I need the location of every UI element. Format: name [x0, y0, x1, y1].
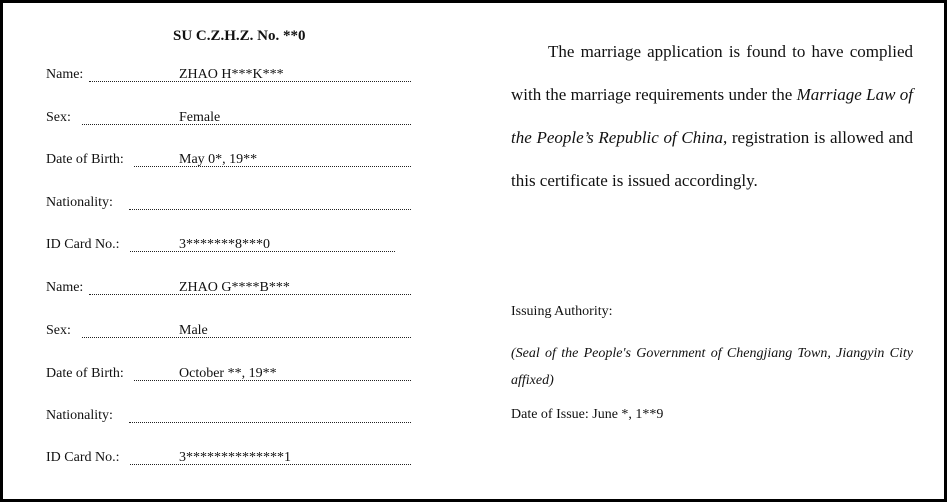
person2-name: ZHAO G****B*** [179, 280, 290, 295]
date-of-issue: Date of Issue: June *, 1**9 [511, 407, 664, 422]
person1-name-row [46, 67, 416, 85]
person2-id: 3**************1 [179, 450, 291, 465]
person2-id-row [46, 450, 416, 468]
seal-note: (Seal of the People's Government of Chengjiang Town, Jiangyin City affixed) [511, 346, 913, 388]
id-label: ID Card No.: [46, 450, 120, 465]
dotted-line [82, 337, 411, 338]
person1-id: 3*******8***0 [179, 237, 270, 252]
dob-label: Date of Birth: [46, 152, 124, 167]
person1-dob-row [46, 152, 416, 170]
person2-dob: October **, 19** [179, 366, 277, 381]
name-label: Name: [46, 280, 84, 295]
issuing-authority-label: Issuing Authority: [511, 304, 613, 319]
person2-name-row [46, 280, 416, 298]
nationality-label: Nationality: [46, 408, 113, 423]
person1-id-row [46, 237, 416, 255]
name-label: Name: [46, 67, 84, 82]
dotted-line [129, 209, 411, 210]
person1-nationality-row [46, 195, 416, 213]
nationality-label: Nationality: [46, 195, 113, 210]
certification-statement [511, 30, 913, 202]
person2-sex: Male [179, 323, 208, 338]
dotted-line [129, 422, 411, 423]
dotted-line [134, 166, 411, 167]
id-label: ID Card No.: [46, 237, 120, 252]
person1-sex-row [46, 110, 416, 128]
person2-dob-row [46, 366, 416, 384]
dob-label: Date of Birth: [46, 366, 124, 381]
dotted-line [82, 124, 411, 125]
sex-label: Sex: [46, 110, 71, 125]
sex-label: Sex: [46, 323, 71, 338]
person1-name: ZHAO H***K*** [179, 67, 284, 82]
law-title: Marriage Law of the People’s Republic of China [511, 85, 913, 147]
person2-nationality-row [46, 408, 416, 426]
certificate-number: SU C.Z.H.Z. No. **0 [173, 28, 306, 44]
person1-sex: Female [179, 110, 221, 125]
statement-part2: , registration is allowed and this certificate is issued accordingly. [511, 128, 914, 190]
statement-part1: The marriage application is found to have complied with the marriage requirements under the [511, 42, 913, 104]
person1-dob: May 0*, 19** [179, 152, 258, 167]
person2-sex-row [46, 323, 416, 341]
